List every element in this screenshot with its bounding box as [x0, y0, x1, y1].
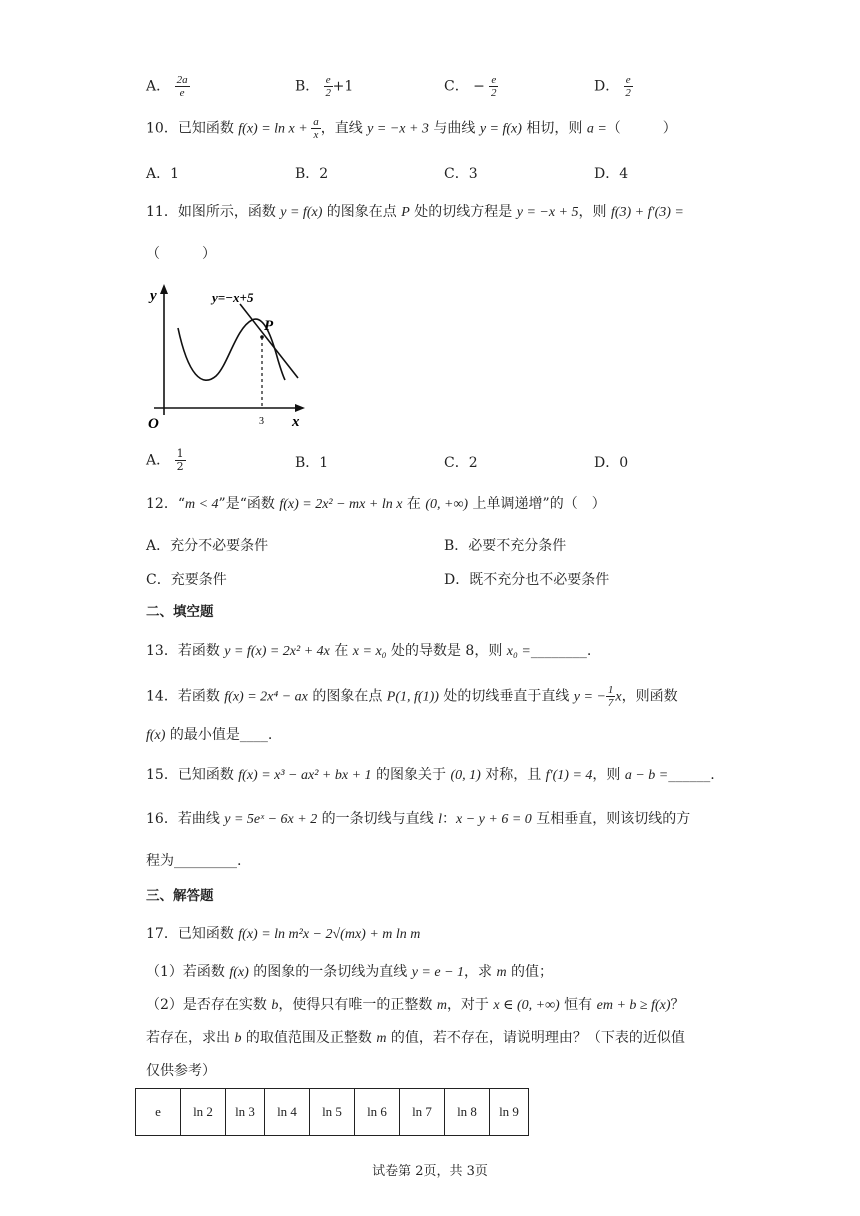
- q17-line: y = e − 1: [411, 965, 465, 980]
- section-heading: 二、填空题: [146, 604, 214, 620]
- q11-tangent: y = −x + 5: [516, 205, 579, 220]
- q10-option-a: A．1: [146, 166, 180, 182]
- denominator: x: [313, 129, 319, 142]
- question-17: [146, 925, 420, 945]
- q11-graph: [140, 280, 310, 430]
- y-axis: [160, 284, 168, 415]
- q11-text: 的图象在点: [322, 204, 402, 220]
- q12-prefix: 12．“: [146, 496, 185, 512]
- q17-part-1: [146, 963, 553, 983]
- q10-line: y = −x + 3: [367, 121, 429, 137]
- q15-text: ，则: [592, 767, 625, 783]
- q14-func: f(x): [146, 728, 166, 743]
- q12-text: 上单调递增”的（ ）: [468, 496, 606, 512]
- q14-func: f(x) = 2x⁴ − ax: [224, 689, 308, 705]
- q11-text: ，则: [578, 204, 611, 220]
- x-tick-label: 3: [259, 416, 264, 427]
- q13-text: 处的导数是 8，则: [386, 643, 507, 659]
- denominator: e: [179, 87, 185, 100]
- question-16-cont: 程为_________.: [146, 853, 242, 869]
- fraction: [324, 74, 333, 99]
- fraction: [175, 448, 186, 473]
- q10-prefix: 10．已知函数: [146, 120, 239, 137]
- q13-var: x₀ =: [506, 644, 531, 659]
- question-15: [146, 766, 715, 786]
- q10-option-c: C．3: [444, 166, 478, 182]
- q16-text: 互相垂直，则该切线的方: [531, 811, 691, 827]
- fraction: [624, 74, 633, 99]
- q11-option-b: B．1: [295, 455, 329, 471]
- table-row: [136, 1089, 529, 1136]
- question-11: [146, 203, 684, 223]
- q17-var: m: [376, 1031, 387, 1046]
- minus-sign: −: [473, 78, 485, 95]
- q10-text: ，直线: [320, 120, 368, 137]
- q16-line-name: l: [438, 812, 442, 827]
- table-cell: ln 8: [445, 1089, 490, 1136]
- q15-cond: f′(1) = 4: [545, 768, 593, 783]
- q17-var: m: [436, 998, 447, 1013]
- page-footer: 试卷第 2页，共 3页: [372, 1164, 488, 1179]
- x-axis: [154, 404, 305, 412]
- q10-option-b: B．2: [295, 166, 329, 182]
- numerator: 2a: [176, 74, 188, 86]
- q12-option-d: D．既不充分也不必要条件: [444, 572, 610, 588]
- point-p-label: P: [264, 318, 274, 334]
- q17-text: ，求: [464, 964, 497, 980]
- q12-option-b: B．必要不充分条件: [444, 538, 567, 554]
- q17-ineq: em + b ≥ f(x): [596, 998, 671, 1013]
- q14-text: ，则函数: [621, 688, 678, 705]
- numerator: 1: [176, 447, 184, 460]
- numerator: 1: [607, 684, 614, 696]
- q17-part-2: [146, 996, 685, 1016]
- q15-expr: a − b =: [624, 768, 669, 783]
- q14-text: 的图象在点: [307, 688, 387, 705]
- q9-option-a: [146, 74, 190, 99]
- fraction: [175, 74, 190, 99]
- q17-text: ，使得只有唯一的正整数: [278, 997, 437, 1013]
- question-13: [146, 642, 591, 662]
- table-cell: ln 3: [226, 1089, 265, 1136]
- answer-blank: （ ）: [606, 120, 677, 137]
- q9-option-d: [594, 74, 633, 99]
- q17-text: （2）是否存在实数: [146, 997, 272, 1013]
- q10-curve: y = f(x): [479, 121, 522, 137]
- question-14: [146, 684, 678, 709]
- fraction: [489, 74, 498, 99]
- numerator: e: [325, 74, 331, 86]
- q17-text: 的取值范围及正整数: [241, 1030, 377, 1046]
- fraction: [606, 684, 616, 709]
- table-cell: ln 5: [310, 1089, 355, 1136]
- q13-point: x = x₀: [352, 644, 387, 659]
- q12-text: 在: [402, 496, 426, 512]
- section-heading: 三、解答题: [146, 888, 214, 904]
- q14-line: x: [615, 689, 622, 705]
- denominator: 2: [491, 87, 497, 100]
- numerator: e: [625, 74, 631, 86]
- q13-func: y = f(x) = 2x² + 4x: [224, 644, 330, 659]
- q17-text: 若存在，求出: [146, 1030, 235, 1046]
- table-cell: ln 6: [355, 1089, 400, 1136]
- q17-part-2-cont: [146, 1029, 685, 1049]
- q11-expr: f(3) + f′(3) =: [610, 205, 684, 220]
- q10-var: a =: [586, 121, 607, 137]
- q17-prefix: 17．已知函数: [146, 926, 239, 942]
- q15-func: f(x) = x³ − ax² + bx + 1: [238, 768, 372, 783]
- q11-option-d: D．0: [594, 455, 629, 471]
- option-label: D．: [594, 78, 620, 95]
- answer-blank: ________.: [530, 643, 592, 659]
- q9-option-b: [295, 74, 353, 99]
- option-label: C．: [444, 78, 469, 95]
- denominator: 2: [176, 460, 184, 474]
- numerator: a: [313, 116, 319, 128]
- q10-func: f(x) = ln x +: [238, 121, 312, 137]
- answer-blank: ______.: [668, 767, 715, 783]
- option-label: A．: [146, 78, 171, 95]
- q17-cond: x ∈ (0, +∞): [493, 998, 560, 1013]
- option-label: A．: [146, 452, 171, 469]
- q16-curve: y = 5eˣ − 6x + 2: [224, 812, 318, 827]
- denominator: 7: [607, 697, 614, 710]
- fraction: [311, 116, 321, 141]
- denominator: 2: [325, 87, 331, 100]
- question-10: [146, 116, 677, 141]
- reference-table: [135, 1088, 529, 1136]
- x-axis-label: x: [292, 414, 300, 430]
- q17-func: f(x) = ln m²x − 2√(mx) + m ln m: [238, 927, 421, 942]
- q11-point: P: [401, 205, 410, 220]
- q12-option-a: A．充分不必要条件: [146, 538, 269, 554]
- q13-text: 在: [329, 643, 353, 659]
- q16-prefix: 16．若曲线: [146, 811, 225, 827]
- q17-var: b: [234, 1031, 242, 1046]
- q16-text: ：: [442, 811, 456, 827]
- option-tail: +1: [332, 78, 354, 95]
- tangent-label: y=−x+5: [212, 290, 254, 305]
- q14-point: P(1, f(1)): [386, 689, 439, 705]
- q17-text: 仅供参考）: [146, 1063, 216, 1079]
- q10-text: 相切，则: [521, 120, 587, 137]
- q10-text: 与曲线: [428, 120, 480, 137]
- option-label: B．: [295, 78, 320, 95]
- q17-var: m: [496, 965, 507, 980]
- q12-interval: (0, +∞): [425, 497, 469, 512]
- q14-text: 的最小值是____.: [165, 727, 273, 743]
- q10-option-d: D．4: [594, 166, 629, 182]
- q15-text: 对称，且: [480, 767, 546, 783]
- q11-option-c: C．2: [444, 455, 478, 471]
- q11-prefix: 11．如图所示，函数: [146, 204, 281, 220]
- q11-func: y = f(x): [280, 205, 323, 220]
- q17-text: （1）若函数: [146, 964, 230, 980]
- tangent-line: [240, 304, 298, 378]
- q12-option-c: C．充要条件: [146, 572, 227, 588]
- q11-option-a: [146, 448, 186, 473]
- q15-point: (0, 1): [450, 768, 481, 783]
- answer-blank: （ ）: [146, 246, 216, 262]
- point-p-marker: [260, 335, 264, 339]
- question-16: [146, 810, 690, 830]
- table-cell: ln 7: [400, 1089, 445, 1136]
- table-cell: ln 9: [490, 1089, 529, 1136]
- q17-var: b: [271, 998, 279, 1013]
- q15-prefix: 15．已知函数: [146, 767, 239, 783]
- q12-func: f(x) = 2x² − mx + ln x: [279, 497, 403, 512]
- q12-cond: m < 4: [184, 497, 219, 512]
- q17-text: ？: [670, 997, 685, 1013]
- q15-text: 的图象关于: [371, 767, 451, 783]
- y-axis-label: y: [150, 288, 157, 304]
- table-cell: e: [136, 1089, 181, 1136]
- question-14-cont: [146, 726, 272, 746]
- numerator: e: [491, 74, 497, 86]
- q14-text: 处的切线垂直于直线: [438, 688, 574, 705]
- question-12: [146, 495, 606, 515]
- origin-label: O: [148, 416, 159, 430]
- q17-func: f(x): [229, 965, 249, 980]
- table-cell: ln 2: [181, 1089, 226, 1136]
- q13-prefix: 13．若函数: [146, 643, 225, 659]
- q14-prefix: 14．若函数: [146, 688, 225, 705]
- q9-option-c: [444, 74, 498, 99]
- q17-text: 的图象的一条切线为直线: [248, 964, 412, 980]
- q17-text: ，对于: [446, 997, 494, 1013]
- q17-text: 恒有: [559, 997, 597, 1013]
- q14-line: y = −: [573, 689, 606, 705]
- table-cell: ln 4: [265, 1089, 310, 1136]
- q17-text: 的值；: [506, 964, 554, 980]
- q16-line: x − y + 6 = 0: [456, 812, 532, 827]
- q17-text: 的值，若不存在，请说明理由？（下表的近似值: [386, 1030, 685, 1046]
- q16-text: 的一条切线与直线: [317, 811, 439, 827]
- q11-text: 处的切线方程是: [409, 204, 517, 220]
- q12-text: ”是“函数: [218, 496, 280, 512]
- denominator: 2: [625, 87, 631, 100]
